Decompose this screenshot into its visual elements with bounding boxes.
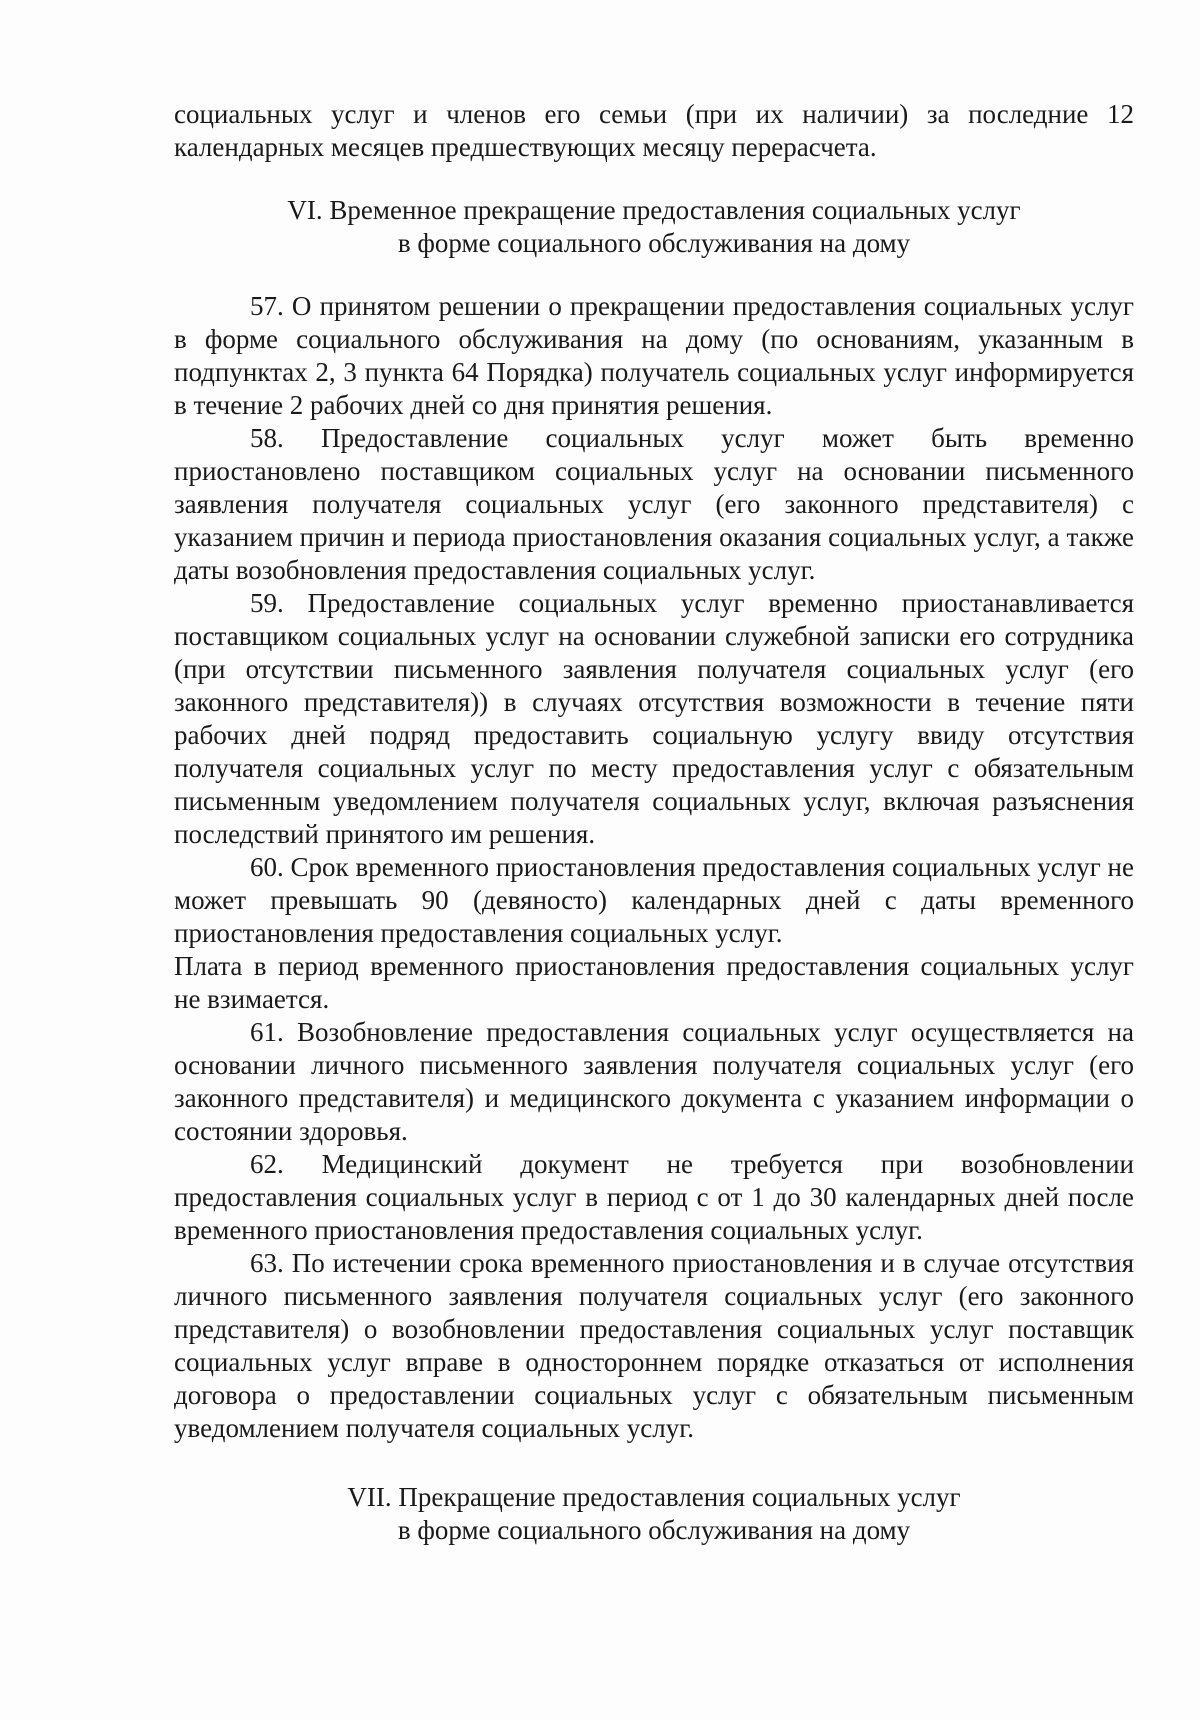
paragraph-59: 59. Предоставление социальных услуг временно приостанавливается поставщиком социальных услуг на основании служебной записки его сотрудника (при отсутствии письменного заявления получателя социальных услуг (его законного представителя)) в случаях отсутствия возможности в течение пяти рабочих дней подряд предоставить социальную услугу ввиду отсутствия получателя социальных услуг по месту предоставления услуг с обязательным письменным уведомлением получателя социальных услуг, включая разъяснения последствий принятого им решения. xyxy=(174,588,1134,849)
section-vii-title-line1: VII. Прекращение предоставления социальных услуг xyxy=(347,1482,961,1512)
section-vii-title-line2: в форме социального обслуживания на дому xyxy=(397,1515,911,1545)
paragraph-62: 62. Медицинский документ не требуется при возобновлении предоставления социальных услуг в период с от 1 до 30 календарных дней после временного приостановления предоставления социальных услуг. xyxy=(174,1149,1134,1245)
section-vii-heading xyxy=(174,1481,1134,1547)
paragraph-60-note: Плата в период временного приостановления предоставления социальных услуг не взимается. xyxy=(174,951,1134,1014)
paragraph-61: 61. Возобновление предоставления социальных услуг осуществляется на основании личного письменного заявления получателя социальных услуг (его законного представителя) и медицинского документа с указанием информации о состоянии здоровья. xyxy=(174,1017,1134,1146)
paragraph-57: 57. О принятом решении о прекращении предоставления социальных услуг в форме социального обслуживания на дому (по основаниям, указанным в подпунктах 2, 3 пункта 64 Порядка) получатель социальных услуг информируется в течение 2 рабочих дней со дня принятия решения. xyxy=(174,291,1134,420)
section-vi-heading xyxy=(174,194,1134,260)
intro-paragraph: социальных услуг и членов его семьи (при их наличии) за последние 12 календарных месяцев предшествующих месяцу перерасчета. xyxy=(174,99,1134,162)
paragraph-58: 58. Предоставление социальных услуг может быть временно приостановлено поставщиком социальных услуг на основании письменного заявления получателя социальных услуг (его законного представителя) с указанием причин и периода приостановления оказания социальных услуг, а также даты возобновления предоставления социальных услуг. xyxy=(174,423,1134,585)
paragraph-60: 60. Срок временного приостановления предоставления социальных услуг не может превышать 90 (девяносто) календарных дней с даты временного приостановления предоставления социальных услуг. xyxy=(174,852,1134,948)
document-body xyxy=(174,98,1134,1547)
paragraph-63: 63. По истечении срока временного приостановления и в случае отсутствия личного письменного заявления получателя социальных услуг (его законного представителя) о возобновлении предоставления социальных услуг поставщик социальных услуг вправе в одностороннем порядке отказаться от исполнения договора о предоставлении социальных услуг с обязательным письменным уведомлением получателя социальных услуг. xyxy=(174,1248,1134,1443)
section-vi-title-line1: VI. Временное прекращение предоставления социальных услуг xyxy=(287,195,1021,225)
section-vi-title-line2: в форме социального обслуживания на дому xyxy=(397,228,911,258)
